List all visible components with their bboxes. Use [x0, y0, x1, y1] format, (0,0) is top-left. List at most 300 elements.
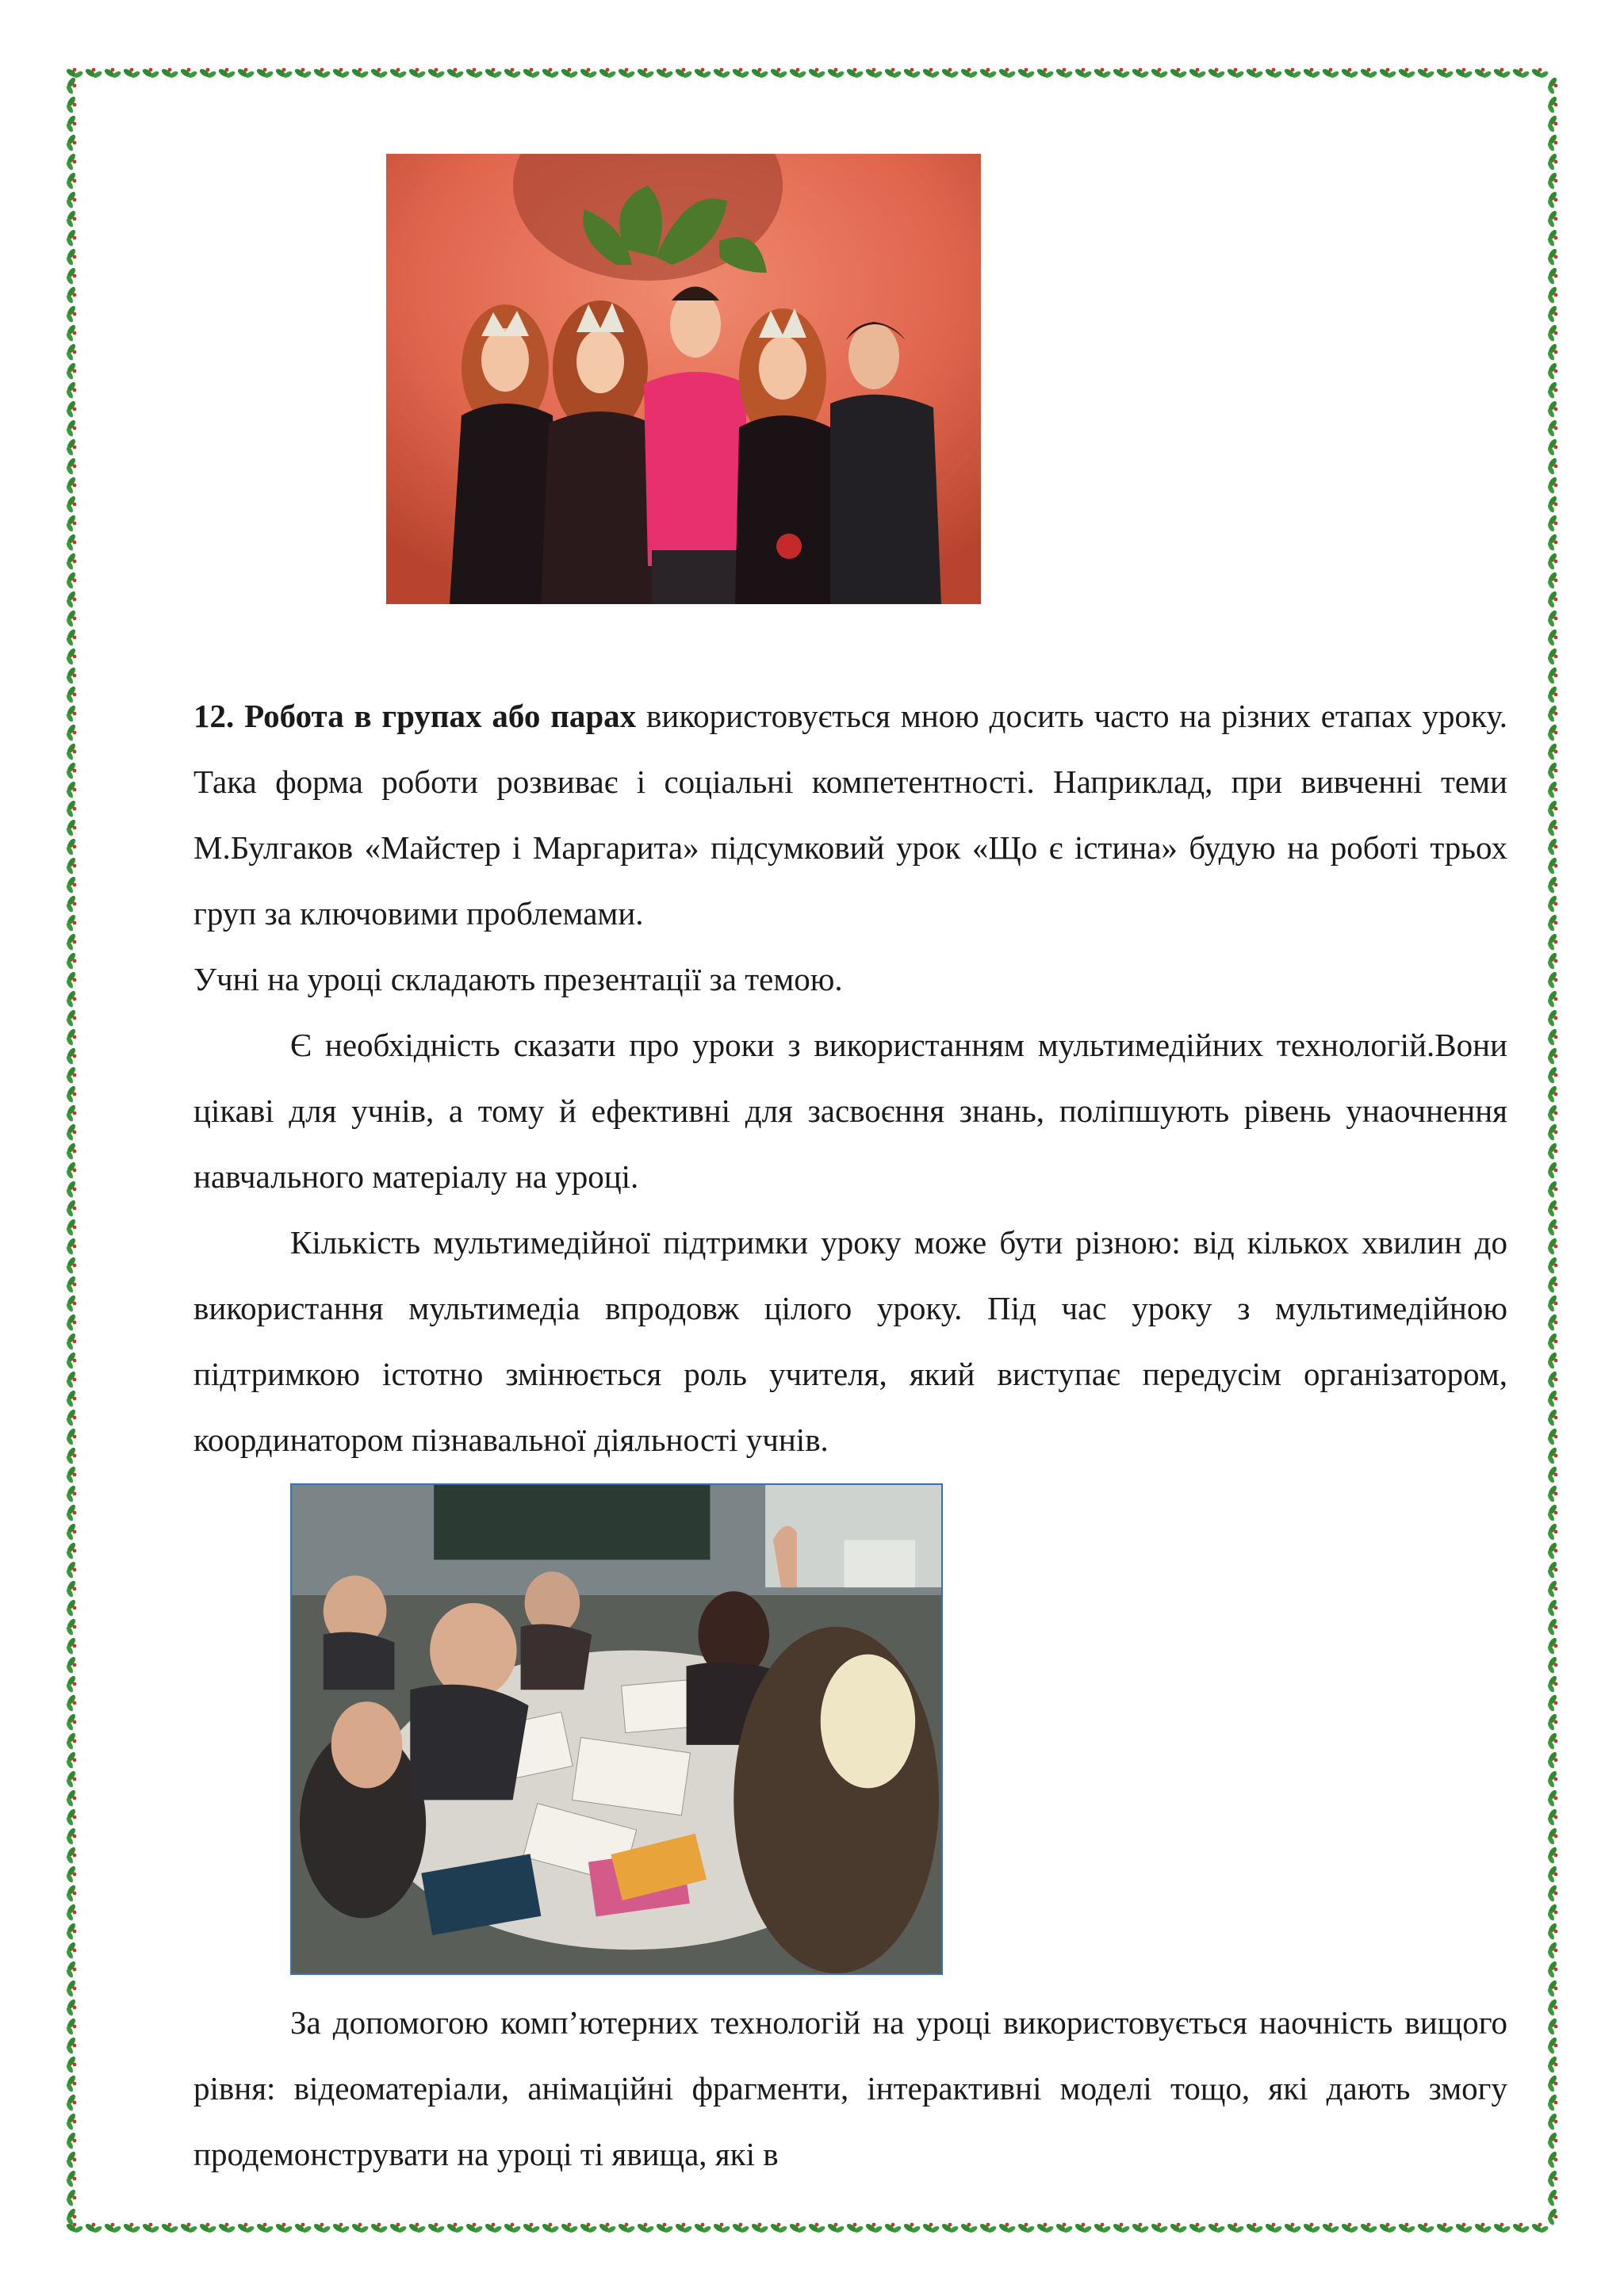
- holly-sprig-icon: [522, 67, 540, 78]
- holly-sprig-icon: [1546, 1142, 1557, 1160]
- holly-sprig-icon: [65, 2017, 76, 2035]
- holly-sprig-icon: [1546, 419, 1557, 437]
- holly-sprig-icon: [979, 2222, 997, 2233]
- holly-sprig-icon: [1093, 67, 1111, 78]
- holly-sprig-icon: [293, 2222, 312, 2233]
- holly-sprig-icon: [1546, 571, 1557, 589]
- holly-sprig-icon: [1546, 457, 1557, 475]
- holly-sprig-icon: [65, 171, 76, 189]
- holly-sprig-icon: [1546, 894, 1557, 913]
- holly-sprig-icon: [1416, 2222, 1434, 2233]
- holly-sprig-icon: [65, 400, 76, 418]
- holly-sprig-icon: [84, 2222, 102, 2233]
- holly-sprig-icon: [598, 67, 616, 78]
- holly-sprig-icon: [1454, 67, 1473, 78]
- holly-sprig-icon: [1546, 2074, 1557, 2092]
- holly-sprig-icon: [1546, 1922, 1557, 1940]
- paragraph-group-work-text: використовується мною досить часто на різних етапах уроку. Така форма роботи розвиває і соціальні компетентності. Наприклад, при вивченні теми М.Булгаков «Майстер і Маргарита» підсумковий урок «Що є істина» будую на роботі трьох груп за ключовими проблемами.: [193, 698, 1507, 932]
- holly-sprig-icon: [1546, 1237, 1557, 1255]
- holly-sprig-icon: [1245, 2222, 1263, 2233]
- holly-sprig-icon: [1546, 1541, 1557, 1559]
- holly-sprig-icon: [845, 67, 864, 78]
- holly-sprig-icon: [712, 67, 730, 78]
- holly-sprig-icon: [65, 1332, 76, 1350]
- holly-sprig-icon: [370, 67, 388, 78]
- holly-sprig-icon: [1150, 67, 1168, 78]
- holly-sprig-icon: [65, 932, 76, 951]
- holly-sprig-icon: [769, 67, 787, 78]
- holly-sprig-icon: [1546, 989, 1557, 1008]
- holly-sprig-icon: [1546, 1465, 1557, 1483]
- border-left-column: [65, 76, 76, 2225]
- holly-sprig-icon: [179, 67, 197, 78]
- holly-sprig-icon: [65, 1389, 76, 1407]
- holly-sprig-icon: [1546, 590, 1557, 608]
- holly-sprig-icon: [1546, 2036, 1557, 2054]
- holly-sprig-icon: [1546, 266, 1557, 285]
- holly-sprig-icon: [921, 2222, 940, 2233]
- holly-sprig-icon: [826, 2222, 845, 2233]
- holly-sprig-icon: [408, 67, 426, 78]
- holly-sprig-icon: [1036, 67, 1054, 78]
- holly-sprig-icon: [617, 67, 635, 78]
- holly-sprig-icon: [541, 2222, 559, 2233]
- holly-sprig-icon: [1546, 970, 1557, 989]
- holly-sprig-icon: [484, 2222, 502, 2233]
- holly-sprig-icon: [122, 67, 140, 78]
- holly-sprig-icon: [1546, 1104, 1557, 1122]
- holly-sprig-icon: [65, 323, 76, 342]
- holly-sprig-icon: [65, 894, 76, 913]
- holly-sprig-icon: [1546, 362, 1557, 380]
- holly-sprig-icon: [65, 514, 76, 532]
- holly-sprig-icon: [65, 419, 76, 437]
- holly-sprig-icon: [1546, 761, 1557, 779]
- holly-sprig-icon: [1546, 400, 1557, 418]
- holly-sprig-icon: [1546, 1693, 1557, 1712]
- holly-sprig-icon: [1397, 2222, 1415, 2233]
- holly-sprig-icon: [979, 67, 997, 78]
- holly-sprig-icon: [1546, 552, 1557, 570]
- holly-sprig-icon: [1473, 2222, 1492, 2233]
- holly-sprig-icon: [940, 67, 959, 78]
- holly-sprig-icon: [1546, 1655, 1557, 1674]
- holly-sprig-icon: [65, 1732, 76, 1750]
- holly-sprig-icon: [1546, 152, 1557, 170]
- holly-sprig-icon: [312, 67, 331, 78]
- holly-sprig-icon: [65, 1827, 76, 1845]
- holly-sprig-icon: [1150, 2222, 1168, 2233]
- holly-sprig-icon: [1112, 2222, 1130, 2233]
- holly-sprig-icon: [1546, 2112, 1557, 2130]
- holly-sprig-icon: [122, 2222, 140, 2233]
- holly-sprig-icon: [1359, 67, 1377, 78]
- holly-sprig-icon: [541, 67, 559, 78]
- holly-sprig-icon: [65, 1123, 76, 1141]
- holly-sprig-icon: [65, 67, 83, 78]
- holly-sprig-icon: [65, 1256, 76, 1274]
- holly-sprig-icon: [1454, 2222, 1473, 2233]
- holly-sprig-icon: [1546, 856, 1557, 874]
- holly-sprig-icon: [1036, 2222, 1054, 2233]
- holly-sprig-icon: [65, 723, 76, 741]
- holly-sprig-icon: [65, 2222, 83, 2233]
- border-top-row: [65, 67, 1549, 78]
- holly-sprig-icon: [160, 67, 178, 78]
- holly-sprig-icon: [1283, 2222, 1301, 2233]
- holly-sprig-icon: [65, 476, 76, 494]
- holly-sprig-icon: [1546, 1370, 1557, 1388]
- holly-sprig-icon: [65, 704, 76, 722]
- holly-sprig-icon: [1435, 67, 1454, 78]
- holly-sprig-icon: [65, 1522, 76, 1540]
- holly-sprig-icon: [1074, 2222, 1092, 2233]
- text-block-main: [193, 683, 1507, 1473]
- holly-sprig-icon: [65, 1560, 76, 1578]
- holly-sprig-icon: [65, 1712, 76, 1731]
- holly-sprig-icon: [65, 533, 76, 551]
- holly-sprig-icon: [1264, 2222, 1282, 2233]
- holly-sprig-icon: [1302, 2222, 1320, 2233]
- holly-sprig-icon: [65, 1199, 76, 1217]
- holly-sprig-icon: [1511, 67, 1530, 78]
- holly-sprig-icon: [65, 1008, 76, 1027]
- holly-sprig-icon: [179, 2222, 197, 2233]
- holly-sprig-icon: [65, 152, 76, 170]
- holly-sprig-icon: [65, 209, 76, 228]
- holly-sprig-icon: [65, 970, 76, 989]
- holly-sprig-icon: [1546, 114, 1557, 132]
- holly-sprig-icon: [1546, 1789, 1557, 1807]
- holly-sprig-icon: [65, 285, 76, 304]
- holly-sprig-icon: [1546, 1560, 1557, 1578]
- holly-sprig-icon: [65, 1066, 76, 1084]
- holly-sprig-icon: [560, 67, 578, 78]
- holly-sprig-icon: [65, 1998, 76, 2016]
- holly-sprig-icon: [65, 1427, 76, 1445]
- holly-sprig-icon: [65, 1180, 76, 1198]
- holly-sprig-icon: [1546, 1979, 1557, 1997]
- holly-sprig-icon: [731, 67, 749, 78]
- holly-sprig-icon: [1017, 2222, 1035, 2233]
- holly-sprig-icon: [1188, 67, 1206, 78]
- holly-sprig-icon: [674, 67, 692, 78]
- holly-sprig-icon: [1546, 1123, 1557, 1141]
- holly-sprig-icon: [65, 1503, 76, 1521]
- holly-sprig-icon: [826, 67, 845, 78]
- holly-sprig-icon: [1546, 1199, 1557, 1217]
- holly-sprig-icon: [1546, 742, 1557, 760]
- holly-sprig-icon: [1511, 2222, 1530, 2233]
- holly-sprig-icon: [1546, 1351, 1557, 1369]
- holly-sprig-icon: [617, 2222, 635, 2233]
- holly-sprig-icon: [655, 2222, 673, 2233]
- holly-sprig-icon: [1226, 67, 1244, 78]
- holly-sprig-icon: [65, 1789, 76, 1807]
- holly-sprig-icon: [1207, 67, 1225, 78]
- holly-sprig-icon: [65, 95, 76, 113]
- holly-sprig-icon: [198, 2222, 216, 2233]
- holly-sprig-icon: [1492, 2222, 1511, 2233]
- holly-sprig-icon: [1340, 67, 1358, 78]
- holly-sprig-icon: [1546, 609, 1557, 627]
- holly-sprig-icon: [1546, 2169, 1557, 2187]
- holly-sprig-icon: [65, 1865, 76, 1883]
- holly-sprig-icon: [255, 2222, 274, 2233]
- holly-sprig-icon: [65, 571, 76, 589]
- holly-sprig-icon: [1546, 1674, 1557, 1693]
- holly-sprig-icon: [65, 647, 76, 665]
- holly-sprig-icon: [959, 2222, 978, 2233]
- holly-sprig-icon: [65, 495, 76, 513]
- holly-sprig-icon: [522, 2222, 540, 2233]
- holly-sprig-icon: [65, 247, 76, 266]
- holly-sprig-icon: [1546, 1427, 1557, 1445]
- holly-sprig-icon: [1397, 67, 1415, 78]
- holly-sprig-icon: [103, 2222, 121, 2233]
- holly-sprig-icon: [274, 67, 293, 78]
- holly-sprig-icon: [1546, 628, 1557, 646]
- holly-sprig-icon: [1546, 666, 1557, 684]
- holly-sprig-icon: [65, 1408, 76, 1426]
- holly-sprig-icon: [1546, 209, 1557, 228]
- holly-sprig-icon: [484, 67, 502, 78]
- holly-sprig-icon: [65, 133, 76, 151]
- holly-sprig-icon: [1546, 1008, 1557, 1027]
- holly-sprig-icon: [65, 1846, 76, 1864]
- holly-sprig-icon: [1546, 323, 1557, 342]
- holly-sprig-icon: [598, 2222, 616, 2233]
- holly-sprig-icon: [1245, 67, 1263, 78]
- holly-sprig-icon: [1546, 1085, 1557, 1103]
- holly-sprig-icon: [65, 362, 76, 380]
- holly-sprig-icon: [255, 67, 274, 78]
- paragraph-multimedia-support: Кількість мультимедійної підтримки уроку може бути різною: від кількох хвилин до використання мультимедіа впродовж цілого уроку. Під час уроку з мультимедійною підтримкою істотно змінюється роль учителя, який виступає передусім організатором, координатором пізнавальної діяльності учнів.: [193, 1224, 1507, 1458]
- holly-sprig-icon: [1546, 1712, 1557, 1731]
- border-bottom-row: [65, 2222, 1549, 2233]
- holly-sprig-icon: [1530, 67, 1549, 78]
- holly-sprig-icon: [65, 1275, 76, 1293]
- holly-sprig-icon: [65, 2169, 76, 2187]
- holly-sprig-icon: [65, 1484, 76, 1502]
- holly-sprig-icon: [1546, 247, 1557, 266]
- holly-sprig-icon: [902, 2222, 921, 2233]
- holly-sprig-icon: [1546, 1827, 1557, 1845]
- holly-sprig-icon: [560, 2222, 578, 2233]
- holly-sprig-icon: [427, 67, 445, 78]
- holly-sprig-icon: [1546, 723, 1557, 741]
- holly-sprig-icon: [1435, 2222, 1454, 2233]
- holly-sprig-icon: [65, 1884, 76, 1902]
- holly-sprig-icon: [1546, 685, 1557, 703]
- holly-sprig-icon: [1546, 133, 1557, 151]
- holly-sprig-icon: [1546, 190, 1557, 209]
- holly-sprig-icon: [65, 2055, 76, 2073]
- holly-sprig-icon: [65, 266, 76, 285]
- holly-sprig-icon: [65, 951, 76, 970]
- holly-sprig-icon: [845, 2222, 864, 2233]
- holly-sprig-icon: [1093, 2222, 1111, 2233]
- holly-sprig-icon: [1546, 1484, 1557, 1502]
- holly-sprig-icon: [65, 1541, 76, 1559]
- holly-sprig-icon: [65, 590, 76, 608]
- holly-sprig-icon: [1340, 2222, 1358, 2233]
- holly-sprig-icon: [864, 2222, 883, 2233]
- holly-sprig-icon: [236, 67, 255, 78]
- holly-sprig-icon: [1546, 932, 1557, 951]
- holly-sprig-icon: [65, 2112, 76, 2130]
- holly-sprig-icon: [446, 67, 464, 78]
- holly-sprig-icon: [65, 1370, 76, 1388]
- holly-sprig-icon: [408, 2222, 426, 2233]
- holly-sprig-icon: [1546, 1636, 1557, 1655]
- holly-sprig-icon: [1546, 304, 1557, 323]
- holly-sprig-icon: [1264, 67, 1282, 78]
- holly-sprig-icon: [65, 1446, 76, 1464]
- holly-sprig-icon: [1546, 1732, 1557, 1750]
- holly-sprig-icon: [1546, 1598, 1557, 1617]
- holly-sprig-icon: [1546, 285, 1557, 304]
- holly-sprig-icon: [312, 2222, 331, 2233]
- holly-sprig-icon: [1169, 67, 1187, 78]
- holly-sprig-icon: [1546, 1846, 1557, 1864]
- holly-sprig-icon: [1473, 67, 1492, 78]
- holly-sprig-icon: [998, 2222, 1016, 2233]
- holly-sprig-icon: [1546, 1047, 1557, 1065]
- holly-sprig-icon: [465, 67, 483, 78]
- paragraph-presentations: [193, 947, 1507, 1012]
- holly-sprig-icon: [236, 2222, 255, 2233]
- holly-sprig-icon: [788, 2222, 806, 2233]
- holly-sprig-icon: [1546, 2055, 1557, 2073]
- holly-sprig-icon: [65, 742, 76, 760]
- holly-sprig-icon: [65, 875, 76, 894]
- holly-sprig-icon: [65, 2074, 76, 2092]
- holly-sprig-icon: [731, 2222, 749, 2233]
- holly-sprig-icon: [65, 1142, 76, 1160]
- holly-sprig-icon: [65, 190, 76, 209]
- holly-sprig-icon: [1546, 1256, 1557, 1274]
- holly-sprig-icon: [65, 1922, 76, 1940]
- holly-sprig-icon: [1546, 1503, 1557, 1521]
- holly-sprig-icon: [65, 628, 76, 646]
- holly-sprig-icon: [65, 989, 76, 1008]
- holly-sprig-icon: [65, 1960, 76, 1978]
- holly-sprig-icon: [65, 1161, 76, 1179]
- holly-sprig-icon: [389, 67, 407, 78]
- holly-sprig-icon: [1546, 1218, 1557, 1236]
- holly-sprig-icon: [883, 2222, 902, 2233]
- holly-sprig-icon: [65, 780, 76, 798]
- holly-sprig-icon: [65, 76, 76, 94]
- holly-sprig-icon: [1546, 95, 1557, 113]
- paragraph-presentations-text: Учні на уроці складають презентації за темою.: [193, 961, 843, 997]
- holly-sprig-icon: [65, 1218, 76, 1236]
- border-right-column: [1546, 76, 1557, 2225]
- holly-sprig-icon: [1546, 1180, 1557, 1198]
- holly-sprig-icon: [1321, 2222, 1339, 2233]
- holly-sprig-icon: [65, 1617, 76, 1636]
- holly-sprig-icon: [1546, 1903, 1557, 1921]
- holly-sprig-icon: [1546, 1884, 1557, 1902]
- holly-sprig-icon: [1546, 875, 1557, 894]
- paragraph-group-work: [193, 683, 1507, 947]
- holly-sprig-icon: [1546, 76, 1557, 94]
- holly-sprig-icon: [750, 2222, 768, 2233]
- holly-sprig-icon: [1546, 2188, 1557, 2206]
- holly-sprig-icon: [1055, 67, 1073, 78]
- holly-sprig-icon: [65, 1770, 76, 1788]
- holly-sprig-icon: [503, 67, 521, 78]
- holly-sprig-icon: [1378, 67, 1396, 78]
- holly-sprig-icon: [350, 2222, 369, 2233]
- holly-sprig-icon: [65, 856, 76, 874]
- holly-sprig-icon: [1226, 2222, 1244, 2233]
- holly-sprig-icon: [1546, 1865, 1557, 1883]
- paragraph-multimedia: Є необхідність сказати про уроки з використанням мультимедійних технологій.Вони цікаві для учнів, а тому й ефективні для засвоєння знань, поліпшують рівень унаочнення навчального матеріалу на уроці.: [193, 1027, 1507, 1195]
- holly-sprig-icon: [446, 2222, 464, 2233]
- holly-sprig-icon: [65, 1598, 76, 1617]
- holly-sprig-icon: [883, 67, 902, 78]
- holly-sprig-icon: [65, 1027, 76, 1046]
- holly-sprig-icon: [1112, 67, 1130, 78]
- holly-sprig-icon: [1546, 476, 1557, 494]
- holly-sprig-icon: [1416, 67, 1434, 78]
- holly-sprig-icon: [693, 67, 711, 78]
- holly-sprig-icon: [65, 1104, 76, 1122]
- holly-sprig-icon: [65, 913, 76, 932]
- holly-sprig-icon: [1546, 228, 1557, 247]
- holly-sprig-icon: [655, 67, 673, 78]
- holly-sprig-icon: [1546, 438, 1557, 456]
- holly-sprig-icon: [1546, 1446, 1557, 1464]
- holly-sprig-icon: [1074, 67, 1092, 78]
- holly-sprig-icon: [65, 1636, 76, 1655]
- holly-sprig-icon: [65, 2036, 76, 2054]
- holly-sprig-icon: [370, 2222, 388, 2233]
- holly-sprig-icon: [141, 2222, 159, 2233]
- holly-sprig-icon: [65, 1941, 76, 1959]
- holly-sprig-icon: [807, 67, 825, 78]
- holly-sprig-icon: [1546, 1770, 1557, 1788]
- holly-sprig-icon: [65, 799, 76, 817]
- holly-sprig-icon: [1546, 2207, 1557, 2225]
- holly-sprig-icon: [65, 818, 76, 836]
- holly-sprig-icon: [1283, 67, 1301, 78]
- holly-sprig-icon: [65, 1047, 76, 1065]
- holly-sprig-icon: [65, 438, 76, 456]
- holly-sprig-icon: [636, 67, 654, 78]
- holly-sprig-icon: [84, 67, 102, 78]
- holly-sprig-icon: [65, 342, 76, 361]
- holly-sprig-icon: [750, 67, 768, 78]
- holly-sprig-icon: [65, 1465, 76, 1483]
- holly-sprig-icon: [65, 228, 76, 247]
- holly-sprig-icon: [141, 67, 159, 78]
- holly-sprig-icon: [1131, 2222, 1149, 2233]
- holly-sprig-icon: [65, 1579, 76, 1598]
- holly-sprig-icon: [769, 2222, 787, 2233]
- holly-sprig-icon: [788, 67, 806, 78]
- holly-sprig-icon: [674, 2222, 692, 2233]
- holly-sprig-icon: [350, 67, 369, 78]
- holly-sprig-icon: [103, 67, 121, 78]
- holly-sprig-icon: [65, 1237, 76, 1255]
- holly-sprig-icon: [1546, 342, 1557, 361]
- holly-sprig-icon: [65, 837, 76, 855]
- section-heading: 12. Робота в групах або парах: [193, 698, 637, 734]
- holly-sprig-icon: [65, 457, 76, 475]
